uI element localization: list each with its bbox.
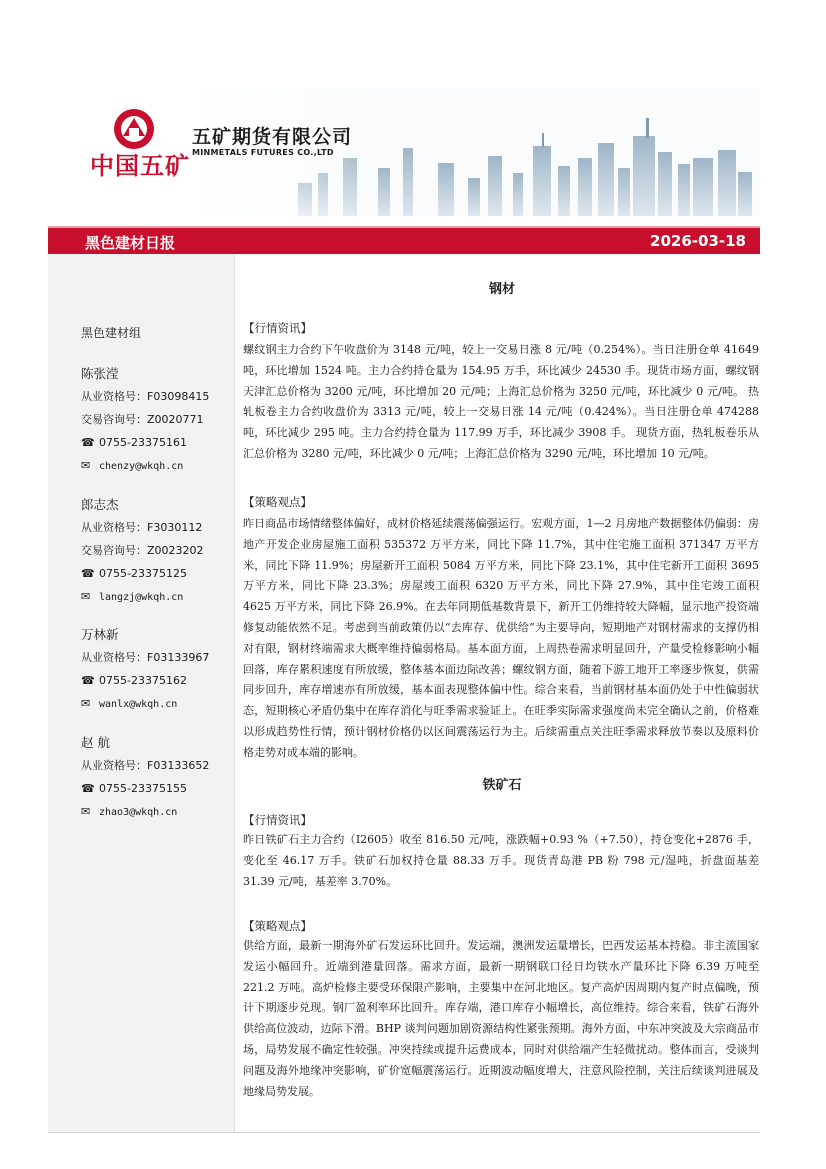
report-date: 2026-03-18	[650, 232, 746, 250]
phone-row	[81, 431, 241, 454]
analyst-card	[81, 363, 241, 477]
company-name-en: MINMETALS FUTURES CO.,LTD	[192, 148, 334, 157]
mail-icon: ✉	[81, 697, 91, 710]
phone-number: 0755-23375125	[99, 567, 187, 580]
phone-icon: ☎	[81, 436, 95, 449]
email-row	[81, 692, 241, 715]
phone-icon: ☎	[81, 567, 95, 580]
group-name: 黑色建材组	[81, 326, 142, 340]
qualification-number: 从业资格号：F03098415	[81, 390, 210, 403]
phone-number: 0755-23375162	[99, 674, 187, 687]
phone-icon: ☎	[81, 782, 95, 795]
analyst-card	[81, 494, 241, 608]
iron-view-tag: 【策略观点】	[243, 919, 312, 933]
steel-news-text: 螺纹钢主力合约下午收盘价为 3148 元/吨，较上一交易日涨 8 元/吨（0.254%）。当日注册仓单 41649 吨，环比增加 1524 吨。主力合约持仓量为 154.95 万手，环比减少 24530 手。现货市场方面，螺纹钢天津汇总价格为 3200 元/吨，环比增加 20 元/吨；上海汇总价格为 3250 元/吨，环比减少 0 元/吨。 热轧板卷主力合约收盘价为 3313 元/吨，较上一交易日涨 14 元/吨（0.424%）。当日注册仓单 474288 吨，环比减少 295 吨。主力合约持仓量为 117.99 万手，环比减少 3908 手。 现货方面，热轧板卷乐从汇总价格为 3280 元/吨，环比减少 0 元/吨；上海汇总价格为 3290 元/吨，环比增加 10 元/吨。	[243, 343, 759, 460]
steel-view-text: 昨日商品市场情绪整体偏好，成材价格延续震荡偏强运行。宏观方面，1—2 月房地产数据整体仍偏弱：房地产开发企业房屋施工面积 535372 万平方米，同比下降 11.7%，其中住宅施工面积 371347 万平方米，同比下降 11.9%；房屋新开工面积 5084 万平方米，同比下降 23.1%，其中住宅新开工面积 3695 万平方米，同比下降 23.3%；房屋竣工面积 6320 万平方米，同比下降 27.9%，其中住宅竣工面积 4625 万平方米，同比下降 26.9%。在去年同期低基数背景下，新开工仍维持较大降幅，显示地产投资端修复动能依然不足。考虑到当前政策仍以“去库存、优供给”为主要导向，短期地产对钢材需求的支撑仍相对有限，钢材终端需求大概率维持偏弱格局。基本面方面，上周热卷需求明显回升，产量受检修影响小幅回落，库存累积速度有所放缓，整体基本面边际改善；螺纹钢方面，随着下游工地开工率逐步恢复，供需同步回升，库存增速亦有所放缓，基本面表现整体偏中性。综合来看，当前钢材基本面仍处于中性偏弱状态，短期核心矛盾仍集中在库存消化与旺季需求验证上。在旺季实际需求强度尚未完全确认之前，价格难以形成趋势性行情，预计钢材价格仍以区间震荡运行为主。后续需重点关注旺季需求释放节奏以及原料价格走势对成本端的影响。	[243, 517, 759, 759]
email-row	[81, 454, 241, 477]
report-header	[48, 88, 760, 216]
logo-text: 中国五矿	[90, 152, 190, 180]
email-row	[81, 585, 241, 608]
phone-row	[81, 669, 241, 692]
phone-row	[81, 562, 241, 585]
page-bottom-rule	[48, 1132, 760, 1133]
section-title-steel: 钢材	[488, 282, 515, 297]
steel-view-tag: 【策略观点】	[243, 495, 312, 509]
email-link[interactable]: chenzy@wkqh.cn	[99, 461, 184, 472]
mail-icon: ✉	[81, 590, 91, 603]
phone-icon: ☎	[81, 674, 95, 687]
email-link[interactable]: zhao3@wkqh.cn	[99, 807, 178, 818]
analyst-name: 万林新	[81, 627, 119, 642]
phone-number: 0755-23375155	[99, 782, 187, 795]
qualification-number: 从业资格号：F03133652	[81, 759, 210, 772]
analyst-card	[81, 732, 241, 823]
phone-row	[81, 777, 241, 800]
analyst-name: 郎志杰	[81, 497, 119, 512]
analyst-sidebar	[48, 254, 234, 1132]
consult-number: 交易咨询号：Z0020771	[81, 413, 204, 426]
analyst-name: 赵 航	[81, 735, 110, 750]
analyst-card	[81, 624, 241, 715]
email-row	[81, 800, 241, 823]
steel-news-tag: 【行情资讯】	[243, 321, 312, 335]
iron-view-text: 供给方面，最新一期海外矿石发运环比回升。发运端，澳洲发运量增长，巴西发运基本持稳。非主流国家发运小幅回升。近端到港量回落。需求方面，最新一期钢联口径日均铁水产量环比下降 6.39 万吨至 221.2 万吨。高炉检修主要受环保限产影响，主要集中在河北地区。复产高炉因周期内复产时点偏晚，预计下期逐步兑现。钢厂盈利率环比回升。库存端，港口库存小幅增长，高位维持。综合来看，铁矿石海外供给高位波动，边际下滑。BHP 谈判问题加剧资源结构性紧张预期。海外方面，中东冲突波及大宗商品市场，局势发展不确定性较强。冲突持续或提升运费成本，同时对供给端产生轻微扰动。整体而言，受谈判问题及海外地缘冲突影响，矿价宽幅震荡运行。近期波动幅度增大，注意风险控制，关注后续谈判进展及地缘局势发展。	[243, 939, 759, 1098]
mail-icon: ✉	[81, 805, 91, 818]
email-link[interactable]: wanlx@wkqh.cn	[99, 699, 178, 710]
company-name-cn: 五矿期货有限公司	[192, 126, 353, 148]
section-title-iron-ore: 铁矿石	[482, 778, 522, 793]
report-title: 黑色建材日报	[85, 234, 176, 252]
iron-news-text: 昨日铁矿石主力合约（I2605）收至 816.50 元/吨，涨跌幅+0.93 %（+7.50），持仓变化+2876 手，变化至 46.17 万手。铁矿石加权持仓量 88.33 万手。现货青岛港 PB 粉 798 元/湿吨，折盘面基差 31.39 元/吨，基差率 3.70%。	[243, 833, 759, 888]
mail-icon: ✉	[81, 459, 91, 472]
email-link[interactable]: langzj@wkqh.cn	[99, 592, 184, 603]
qualification-number: 从业资格号：F03133967	[81, 651, 210, 664]
iron-news-tag: 【行情资讯】	[243, 813, 312, 827]
phone-number: 0755-23375161	[99, 436, 187, 449]
title-bar	[48, 228, 760, 254]
analyst-name: 陈张滢	[81, 366, 119, 381]
consult-number: 交易咨询号：Z0023202	[81, 544, 204, 557]
qualification-number: 从业资格号：F3030112	[81, 521, 203, 534]
sidebar-divider	[234, 254, 235, 1132]
